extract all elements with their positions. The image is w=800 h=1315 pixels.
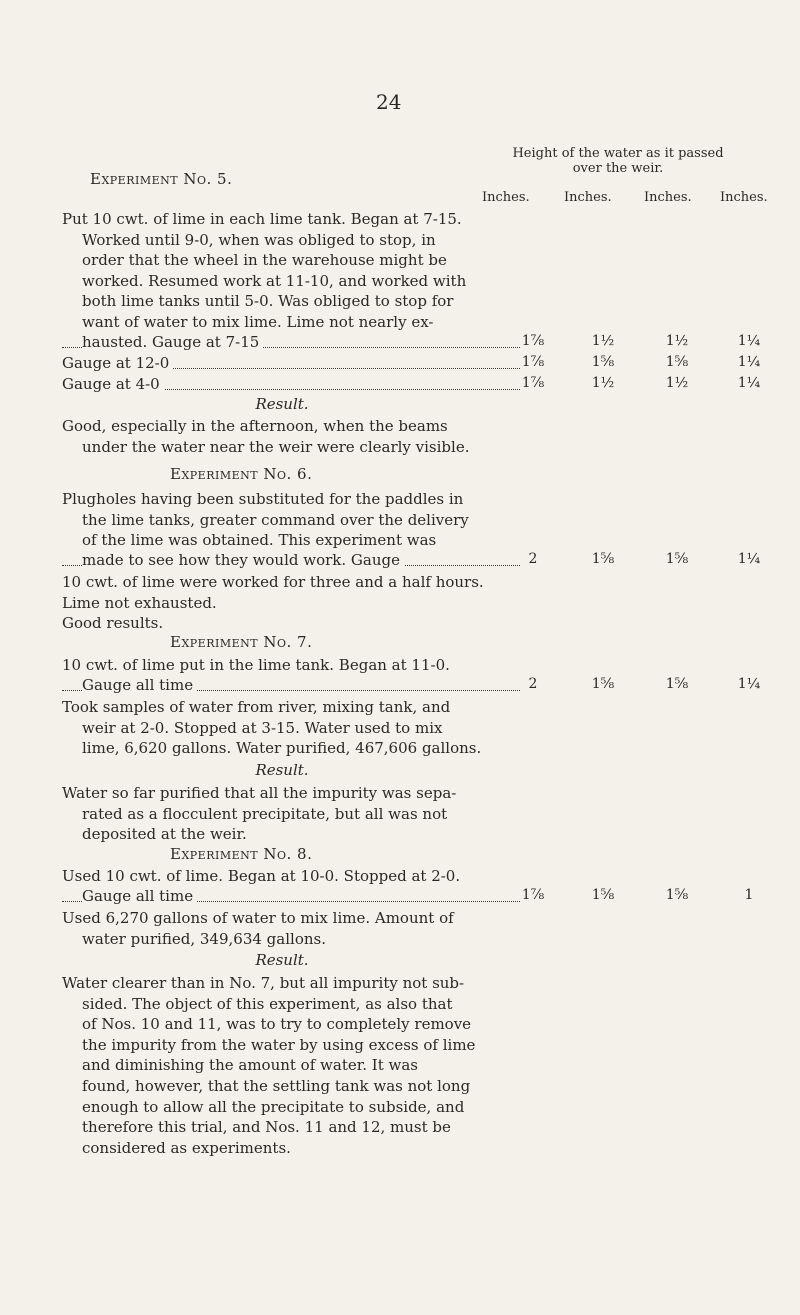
gauge-value: 1¼ (737, 551, 761, 567)
text-line: found, however, that the settling tank was not long (82, 1076, 471, 1095)
experiment-8-notes (62, 908, 502, 949)
unit-label: Inches. (482, 190, 530, 205)
text-line: therefore this trial, and Nos. 11 and 12, must be (82, 1118, 451, 1137)
text-line: Water clearer than in No. 7, but all impurity not sub- (62, 974, 465, 992)
gauge-value: 1½ (665, 333, 689, 349)
result-heading: Result. (255, 951, 309, 969)
gauge-value: 1½ (591, 375, 615, 391)
result-heading: Result. (255, 761, 309, 779)
text-line: Put 10 cwt. of lime in each lime tank. Began at 7-15. (62, 210, 462, 228)
text-line: considered as experiments. (82, 1138, 291, 1157)
experiment-8-result (62, 973, 502, 1158)
gauge-row (62, 375, 782, 396)
experiment-6-heading: Experiment No. 6. (170, 465, 313, 483)
header-note-line: Height of the water as it passed (512, 146, 724, 161)
text-line: sided. The object of this experiment, as also that (82, 994, 453, 1013)
text-line: of the lime was obtained. This experiment was (82, 531, 437, 550)
text-line: weir at 2-0. Stopped at 3-15. Water used to mix (82, 718, 443, 737)
experiment-6-notes (62, 572, 502, 634)
text-line: of Nos. 10 and 11, was to try to completely remove (82, 1015, 472, 1034)
gauge-value: 1⅝ (665, 551, 689, 567)
page-number: 24 (376, 90, 402, 114)
text-line: order that the wheel in the warehouse might be (82, 251, 447, 270)
gauge-value: 1¼ (737, 375, 761, 391)
gauge-value: 1⅝ (665, 887, 689, 903)
column-header-note (488, 146, 748, 176)
text-line: 10 cwt. of lime put in the lime tank. Began at 11-0. (62, 656, 450, 674)
gauge-label: Gauge at 12-0 (62, 354, 173, 372)
text-line: deposited at the weir. (82, 825, 247, 844)
gauge-value: 1⅞ (521, 375, 545, 391)
text-line: Used 6,270 gallons of water to mix lime. Amount of (62, 909, 454, 927)
gauge-value: 1¼ (737, 333, 761, 349)
text-line: worked. Resumed work at 11-10, and worked with (82, 271, 467, 290)
gauge-value: 1⅝ (665, 354, 689, 370)
gauge-value: 1⅝ (591, 887, 615, 903)
text-line: Water so far purified that all the impurity was sepa- (62, 784, 457, 802)
gauge-value: 1½ (665, 375, 689, 391)
gauge-value: 1¼ (737, 354, 761, 370)
gauge-value: 1⅝ (591, 676, 615, 692)
experiment-7-result (62, 783, 502, 845)
gauge-value: 1¼ (737, 676, 761, 692)
gauge-row (62, 676, 782, 697)
text-line: Took samples of water from river, mixing tank, and (62, 698, 451, 716)
gauge-row (62, 887, 782, 908)
gauge-row (62, 333, 782, 354)
experiment-5-result (62, 416, 502, 457)
text-line: Lime not exhausted. (62, 593, 217, 612)
gauge-label: made to see how they would work. Gauge (82, 551, 404, 569)
gauge-value: 1⅝ (591, 551, 615, 567)
gauge-value: 1⅞ (521, 333, 545, 349)
gauge-row (62, 354, 782, 375)
gauge-value: 2 (528, 676, 538, 692)
experiment-5-text (62, 209, 502, 333)
text-line: both lime tanks until 5-0. Was obliged to stop for (82, 292, 454, 311)
text-line: Good results. (62, 614, 164, 633)
experiment-7-notes (62, 697, 502, 759)
text-line: Used 10 cwt. of lime. Began at 10-0. Stopped at 2-0. (62, 867, 461, 885)
unit-label: Inches. (644, 190, 692, 205)
gauge-row (62, 551, 782, 572)
text-line: lime, 6,620 gallons. Water purified, 467,606 gallons. (82, 739, 482, 758)
unit-label: Inches. (564, 190, 612, 205)
gauge-label: Gauge all time (82, 676, 197, 694)
gauge-value: 1 (744, 887, 754, 903)
gauge-label: Gauge all time (82, 887, 197, 905)
text-line: the lime tanks, greater command over the delivery (82, 510, 469, 529)
experiment-6-text (62, 489, 502, 551)
text-line: 10 cwt. of lime were worked for three and a half hours. (62, 573, 484, 591)
text-line: the impurity from the water by using excess of lime (82, 1035, 476, 1054)
experiment-8-text (62, 866, 502, 887)
text-line: enough to allow all the precipitate to subside, and (82, 1097, 465, 1116)
text-line: want of water to mix lime. Lime not nearly ex- (82, 312, 434, 331)
text-line: under the water near the weir were clearly visible. (82, 437, 470, 456)
experiment-5-heading: Experiment No. 5. (90, 170, 233, 188)
text-line: Good, especially in the afternoon, when the beams (62, 417, 448, 435)
text-line: and diminishing the amount of water. It was (82, 1056, 418, 1075)
experiment-8-heading: Experiment No. 8. (170, 845, 313, 863)
text-line: Plugholes having been substituted for the paddles in (62, 490, 464, 508)
experiment-7-text (62, 655, 502, 676)
header-note-line: over the weir. (572, 161, 664, 176)
gauge-value: 1⅞ (521, 354, 545, 370)
experiment-7-heading: Experiment No. 7. (170, 633, 313, 651)
text-line: water purified, 349,634 gallons. (82, 929, 326, 948)
gauge-value: 1½ (591, 333, 615, 349)
text-line: Worked until 9-0, when was obliged to stop, in (82, 230, 436, 249)
result-heading: Result. (255, 395, 309, 413)
gauge-value: 1⅝ (591, 354, 615, 370)
unit-label: Inches. (720, 190, 768, 205)
gauge-label: hausted. Gauge at 7-15 (82, 333, 263, 351)
gauge-value: 1⅞ (521, 887, 545, 903)
gauge-label: Gauge at 4-0 (62, 375, 164, 393)
gauge-value: 2 (528, 551, 538, 567)
gauge-value: 1⅝ (665, 676, 689, 692)
text-line: rated as a flocculent precipitate, but all was not (82, 804, 448, 823)
